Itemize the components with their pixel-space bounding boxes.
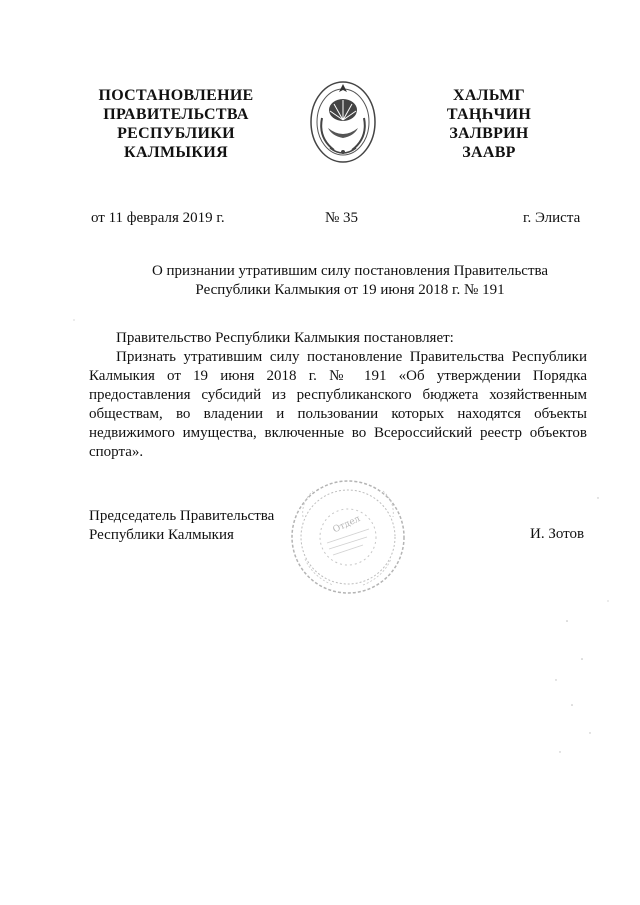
header-left-line: КАЛМЫКИЯ <box>124 144 228 161</box>
header-right-line: ХАЛЬМГ <box>452 87 526 104</box>
signature-position <box>89 507 274 545</box>
signature-name: И. Зотов <box>530 526 585 542</box>
header-right-line: ТАҢҺЧИН <box>446 106 532 123</box>
header-left-line: РЕСПУБЛИКИ <box>117 125 235 142</box>
header-right-line: ЗАЛВРИН <box>449 125 529 142</box>
document-title <box>130 262 570 300</box>
header-right-title <box>425 86 553 162</box>
official-stamp <box>283 477 413 597</box>
document-city: г. Элиста <box>523 210 581 226</box>
header-right-line: ЗААВР <box>462 144 516 161</box>
svg-text:Отдел: Отдел <box>331 514 362 536</box>
signature-position-line: Председатель Правительства <box>89 508 275 524</box>
document-date: от 11 февраля 2019 г. <box>91 210 225 226</box>
body-intro: Правительство Республики Калмыкия постановляет: <box>116 330 454 346</box>
document-body <box>89 329 587 462</box>
signature-position-line: Республики Калмыкия <box>89 527 234 543</box>
kalmykia-emblem-icon <box>308 78 378 164</box>
title-line: Республики Калмыкия от 19 июня 2018 г. № 191 <box>195 282 505 298</box>
header-left-line: ПРАВИТЕЛЬСТВА <box>103 106 249 123</box>
title-line: О признании утратившим силу постановления Правительства <box>151 263 549 279</box>
body-decree: Признать утратившим силу постановление Правительства Республики Калмыкия от 19 июня 2018 г. № 191 «Об утверждении Порядка предоставления субсидий из республиканского бюджета хозяйственным обществам, во владении и пользовании которых находятся объекты недвижимого имущества, включенные во Всероссийский реестр объектов спорта». <box>89 349 587 460</box>
header-left-line: ПОСТАНОВЛЕНИЕ <box>98 87 254 104</box>
document-number: № 35 <box>325 210 359 226</box>
header-left-title <box>96 86 256 162</box>
